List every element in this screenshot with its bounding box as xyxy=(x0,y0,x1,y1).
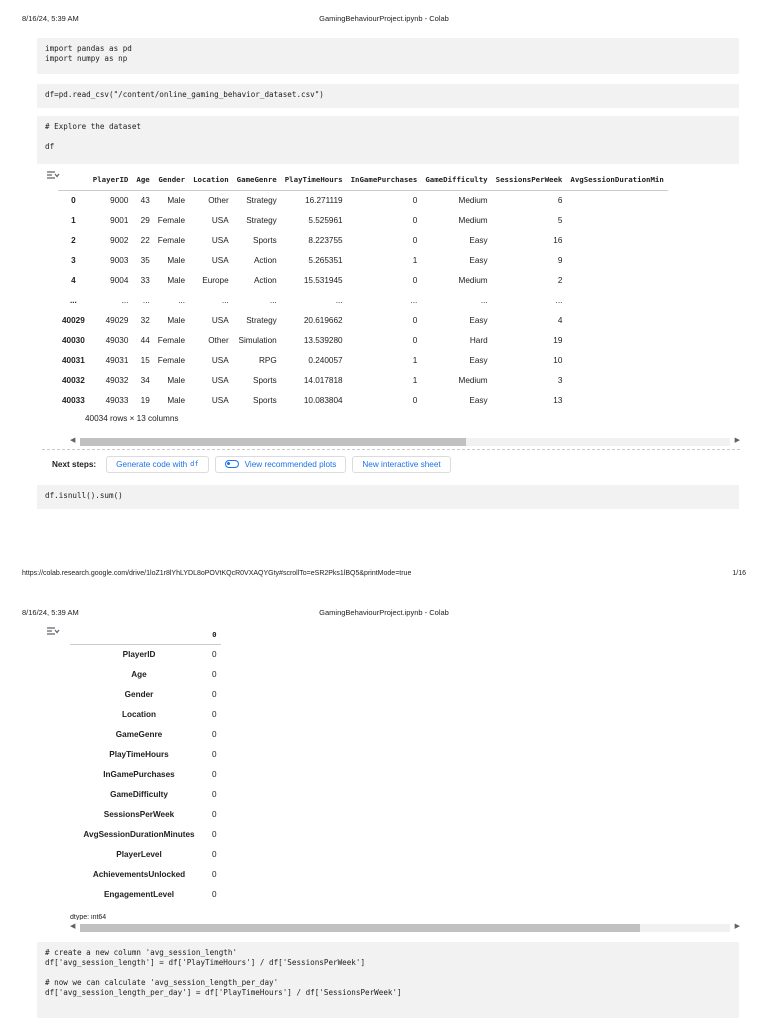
column-header: Gender xyxy=(158,175,186,185)
dataframe-scrollbar[interactable] xyxy=(70,435,740,447)
null-count-row xyxy=(70,884,221,904)
table-cell: Easy xyxy=(469,315,488,325)
table-cell: Other xyxy=(208,195,229,205)
print-title: GamingBehaviourProject.ipynb - Colab xyxy=(319,14,449,23)
null-count: 0 xyxy=(212,889,217,899)
page2-header xyxy=(0,608,768,622)
null-count: 0 xyxy=(212,709,217,719)
table-cell: Other xyxy=(208,335,229,345)
row-index: 0 xyxy=(71,195,76,205)
table-cell: 44 xyxy=(140,335,150,345)
table-cell: 6 xyxy=(557,195,563,205)
table-cell: Male xyxy=(167,375,186,385)
print-title-2: GamingBehaviourProject.ipynb - Colab xyxy=(319,608,449,617)
table-cell: 0 xyxy=(412,315,418,325)
null-count-row xyxy=(70,764,221,784)
row-index: 40033 xyxy=(62,395,85,405)
table-cell: 49030 xyxy=(105,335,129,345)
column-header: GameGenre xyxy=(236,175,277,185)
dataframe-header-row xyxy=(58,170,668,190)
table-cell: ... xyxy=(178,295,186,305)
table-cell: Female xyxy=(157,235,186,245)
table-row xyxy=(58,190,668,210)
null-count-row xyxy=(70,844,221,864)
table-cell: RPG xyxy=(258,355,277,365)
table-cell: 22 xyxy=(140,235,150,245)
null-count: 0 xyxy=(212,869,217,879)
scrollbar-thumb[interactable] xyxy=(80,438,466,446)
table-cell: Strategy xyxy=(246,315,277,325)
table-cell-overflow xyxy=(566,270,667,290)
table-cell: 10.083804 xyxy=(303,395,343,405)
table-cell: 9000 xyxy=(110,195,129,205)
null-count-row xyxy=(70,684,221,704)
table-cell: Sports xyxy=(253,235,277,245)
column-header: GameDifficulty xyxy=(425,175,488,185)
table-cell: 20.619662 xyxy=(303,315,343,325)
table-row xyxy=(58,230,668,250)
table-cell: Europe xyxy=(202,275,229,285)
code-cell-imports[interactable]: import pandas as pd import numpy as np xyxy=(37,38,739,74)
null-count-row xyxy=(70,704,221,724)
table-cell: Medium xyxy=(458,275,488,285)
table-cell-overflow xyxy=(566,210,667,230)
print-timestamp: 8/16/24, 5:39 AM xyxy=(22,14,79,23)
table-cell: 9004 xyxy=(110,275,129,285)
null-count-row xyxy=(70,644,221,664)
null-count: 0 xyxy=(212,789,217,799)
table-cell: 0 xyxy=(412,335,418,345)
table-cell: USA xyxy=(211,215,229,225)
null-count: 0 xyxy=(212,729,217,739)
generate-code-label: Generate code with xyxy=(116,459,188,469)
table-cell-overflow xyxy=(566,310,667,330)
table-cell: 9 xyxy=(557,255,563,265)
null-counts-column-header: 0 xyxy=(212,630,217,640)
scrollbar-thumb[interactable] xyxy=(80,924,640,932)
scroll-left-arrow-icon[interactable]: ◀ xyxy=(70,437,76,444)
null-count-row xyxy=(70,804,221,824)
column-header: InGamePurchases xyxy=(350,175,418,185)
table-cell: Male xyxy=(167,275,186,285)
table-cell: Easy xyxy=(469,235,488,245)
table-cell: ... xyxy=(410,295,418,305)
table-cell: Easy xyxy=(469,255,488,265)
table-cell: ... xyxy=(221,295,229,305)
print-timestamp-2: 8/16/24, 5:39 AM xyxy=(22,608,79,617)
table-cell: 49033 xyxy=(105,395,129,405)
table-row xyxy=(58,390,668,410)
table-cell: 13.539280 xyxy=(303,335,343,345)
table-cell: 5 xyxy=(557,215,563,225)
row-index: 4 xyxy=(71,275,76,285)
table-cell: Hard xyxy=(469,335,488,345)
generate-code-var: df xyxy=(190,460,199,468)
null-count-row xyxy=(70,784,221,804)
null-count-row xyxy=(70,824,221,844)
column-name: EngagementLevel xyxy=(103,889,175,899)
null-count: 0 xyxy=(212,669,217,679)
table-cell: 13 xyxy=(553,395,563,405)
null-count-row xyxy=(70,664,221,684)
null-count: 0 xyxy=(212,649,217,659)
row-index: 3 xyxy=(71,255,76,265)
table-cell: Female xyxy=(157,355,186,365)
column-name: PlayTimeHours xyxy=(109,749,169,759)
row-index: 40029 xyxy=(62,315,85,325)
table-cell: USA xyxy=(211,255,229,265)
scroll-right-arrow-icon[interactable]: ▶ xyxy=(734,923,740,930)
table-cell: 8.223755 xyxy=(308,235,343,245)
table-cell: 19 xyxy=(140,395,150,405)
scroll-right-arrow-icon[interactable]: ▶ xyxy=(734,437,740,444)
table-cell: 49032 xyxy=(105,375,129,385)
table-cell: 1 xyxy=(412,375,418,385)
row-index: 1 xyxy=(71,215,76,225)
column-header: PlayerID xyxy=(92,175,129,185)
scroll-left-arrow-icon[interactable]: ◀ xyxy=(70,923,76,930)
row-index: 40030 xyxy=(62,335,85,345)
table-row xyxy=(58,310,668,330)
table-cell: 29 xyxy=(140,215,150,225)
table-cell: 2 xyxy=(557,275,563,285)
output-divider xyxy=(42,449,740,450)
table-cell: Medium xyxy=(458,195,488,205)
table-cell: 49029 xyxy=(105,315,129,325)
column-name: GameGenre xyxy=(115,729,163,739)
column-name: Gender xyxy=(124,689,154,699)
table-cell: Easy xyxy=(469,395,488,405)
null-count: 0 xyxy=(212,769,217,779)
table-row xyxy=(58,330,668,350)
table-cell-overflow xyxy=(566,350,667,370)
table-cell: 14.017818 xyxy=(303,375,343,385)
table-cell: 9003 xyxy=(110,255,129,265)
table-cell: USA xyxy=(211,355,229,365)
table-cell: Sports xyxy=(253,395,277,405)
null-count: 0 xyxy=(212,689,217,699)
table-row xyxy=(58,350,668,370)
table-cell: 32 xyxy=(140,315,150,325)
column-name: PlayerLevel xyxy=(116,849,162,859)
table-cell: Male xyxy=(167,395,186,405)
table-cell: 15 xyxy=(140,355,150,365)
table-cell: ... xyxy=(480,295,488,305)
table-row xyxy=(58,250,668,270)
view-plots-button[interactable] xyxy=(215,456,347,473)
null-counts-table xyxy=(70,626,221,904)
table-cell: 10 xyxy=(553,355,563,365)
code-cell-new-columns[interactable]: # create a new column 'avg_session_length' df['avg_session_length'] = df['PlayTimeHours'] / df['SessionsPerWeek'] # now we can calculate 'avg_session_length_per_day' df['avg_session_length_per_day'] = df['PlayTimeHours'] / df['SessionsPerWeek'] xyxy=(37,942,739,1018)
table-cell-overflow xyxy=(566,370,667,390)
table-cell: 1 xyxy=(412,255,418,265)
column-header: SessionsPerWeek xyxy=(495,175,563,185)
row-index: ... xyxy=(69,295,77,305)
table-cell: ... xyxy=(121,295,129,305)
table-row xyxy=(58,210,668,230)
dtype-label: dtype: int64 xyxy=(70,914,107,920)
table-row xyxy=(58,370,668,390)
table-cell: Medium xyxy=(458,375,488,385)
table-cell: 16 xyxy=(553,235,563,245)
code-cell-read-csv[interactable]: df=pd.read_csv("/content/online_gaming_behavior_dataset.csv") xyxy=(37,84,739,108)
code-cell-isnull[interactable]: df.isnull().sum() xyxy=(37,485,739,509)
table-cell-overflow xyxy=(566,290,667,310)
table-cell: 49031 xyxy=(105,355,129,365)
table-cell: USA xyxy=(211,375,229,385)
output-scrollbar[interactable] xyxy=(70,921,740,933)
dataframe-table xyxy=(58,170,668,410)
print-url: https://colab.research.google.com/drive/1loZ1r8lYhLYDL8oPOVtKQcR0VXAQYGty#scrollTo=eSR2Pks1lBQ5&printMode=true xyxy=(22,570,412,577)
column-name: InGamePurchases xyxy=(103,769,175,779)
row-index: 40032 xyxy=(62,375,85,385)
column-name: Age xyxy=(131,669,147,679)
table-cell-overflow xyxy=(566,190,667,210)
next-steps-label: Next steps: xyxy=(52,459,97,469)
row-index: 2 xyxy=(71,235,76,245)
null-count: 0 xyxy=(212,749,217,759)
table-cell: 5.265351 xyxy=(308,255,343,265)
column-header: AvgSessionDurationMin xyxy=(570,175,664,185)
table-cell: Action xyxy=(253,255,277,265)
table-cell: Female xyxy=(157,215,186,225)
column-name: AvgSessionDurationMinutes xyxy=(83,829,195,839)
column-name: GameDifficulty xyxy=(110,789,168,799)
column-name: AchievementsUnlocked xyxy=(92,869,186,879)
column-name: PlayerID xyxy=(122,649,156,659)
table-cell: 0 xyxy=(412,395,418,405)
column-name: SessionsPerWeek xyxy=(103,809,175,819)
table-cell-overflow xyxy=(566,230,667,250)
output-toggle-icon[interactable] xyxy=(46,626,60,636)
null-count: 0 xyxy=(212,849,217,859)
null-counts-header-row xyxy=(70,626,221,644)
page-number: 1/16 xyxy=(732,570,746,577)
table-cell: ... xyxy=(269,295,277,305)
table-cell-overflow xyxy=(566,250,667,270)
table-cell-overflow xyxy=(566,330,667,350)
column-header: PlayTimeHours xyxy=(284,175,343,185)
toggle-icon xyxy=(225,460,239,468)
table-cell: USA xyxy=(211,395,229,405)
table-cell: 16.271119 xyxy=(305,195,343,205)
new-sheet-button[interactable] xyxy=(352,456,450,473)
table-cell: 34 xyxy=(140,375,150,385)
table-cell: Sports xyxy=(253,375,277,385)
table-cell: 9002 xyxy=(110,235,129,245)
table-cell: Male xyxy=(167,315,186,325)
null-count: 0 xyxy=(212,829,217,839)
table-cell: Medium xyxy=(458,215,488,225)
table-cell: USA xyxy=(211,315,229,325)
new-sheet-label: New interactive sheet xyxy=(362,459,441,469)
table-cell: Female xyxy=(157,335,186,345)
table-row xyxy=(58,290,668,310)
table-cell: 35 xyxy=(140,255,150,265)
column-name: Location xyxy=(121,709,157,719)
table-cell: USA xyxy=(211,235,229,245)
table-cell: Strategy xyxy=(246,195,277,205)
index-header xyxy=(58,170,89,190)
table-cell: Easy xyxy=(469,355,488,365)
null-counts-corner xyxy=(70,626,208,644)
null-count-row xyxy=(70,724,221,744)
code-cell-explore[interactable]: # Explore the dataset df xyxy=(37,116,739,164)
table-cell: 0 xyxy=(412,195,418,205)
table-cell: Male xyxy=(167,255,186,265)
table-cell: 43 xyxy=(140,195,150,205)
table-cell: 9001 xyxy=(110,215,129,225)
table-cell: 0 xyxy=(412,275,418,285)
generate-code-button[interactable] xyxy=(106,456,208,473)
page1-header xyxy=(0,14,768,28)
view-plots-label: View recommended plots xyxy=(244,459,337,469)
table-cell: 5.525961 xyxy=(308,215,343,225)
table-cell: ... xyxy=(555,295,563,305)
column-header: Location xyxy=(193,175,229,185)
table-cell: ... xyxy=(142,295,150,305)
table-row xyxy=(58,270,668,290)
null-count-row xyxy=(70,864,221,884)
table-cell: Strategy xyxy=(246,215,277,225)
table-cell: Male xyxy=(167,195,186,205)
table-cell: 0 xyxy=(412,235,418,245)
table-cell: ... xyxy=(335,295,343,305)
table-cell: 0 xyxy=(412,215,418,225)
table-cell: 4 xyxy=(557,315,563,325)
table-cell: 33 xyxy=(140,275,150,285)
null-count-row xyxy=(70,744,221,764)
null-count: 0 xyxy=(212,809,217,819)
table-cell: Action xyxy=(253,275,277,285)
table-cell-overflow xyxy=(566,390,667,410)
table-cell: 0.240057 xyxy=(308,355,343,365)
table-cell: 15.531945 xyxy=(303,275,343,285)
table-cell: 3 xyxy=(557,375,563,385)
table-cell: 1 xyxy=(412,355,418,365)
table-cell: 19 xyxy=(553,335,563,345)
next-steps-bar xyxy=(52,455,451,473)
dataframe-shape: 40034 rows × 13 columns xyxy=(85,414,179,423)
row-index: 40031 xyxy=(62,355,85,365)
column-header: Age xyxy=(136,175,150,185)
table-cell: Simulation xyxy=(238,335,277,345)
